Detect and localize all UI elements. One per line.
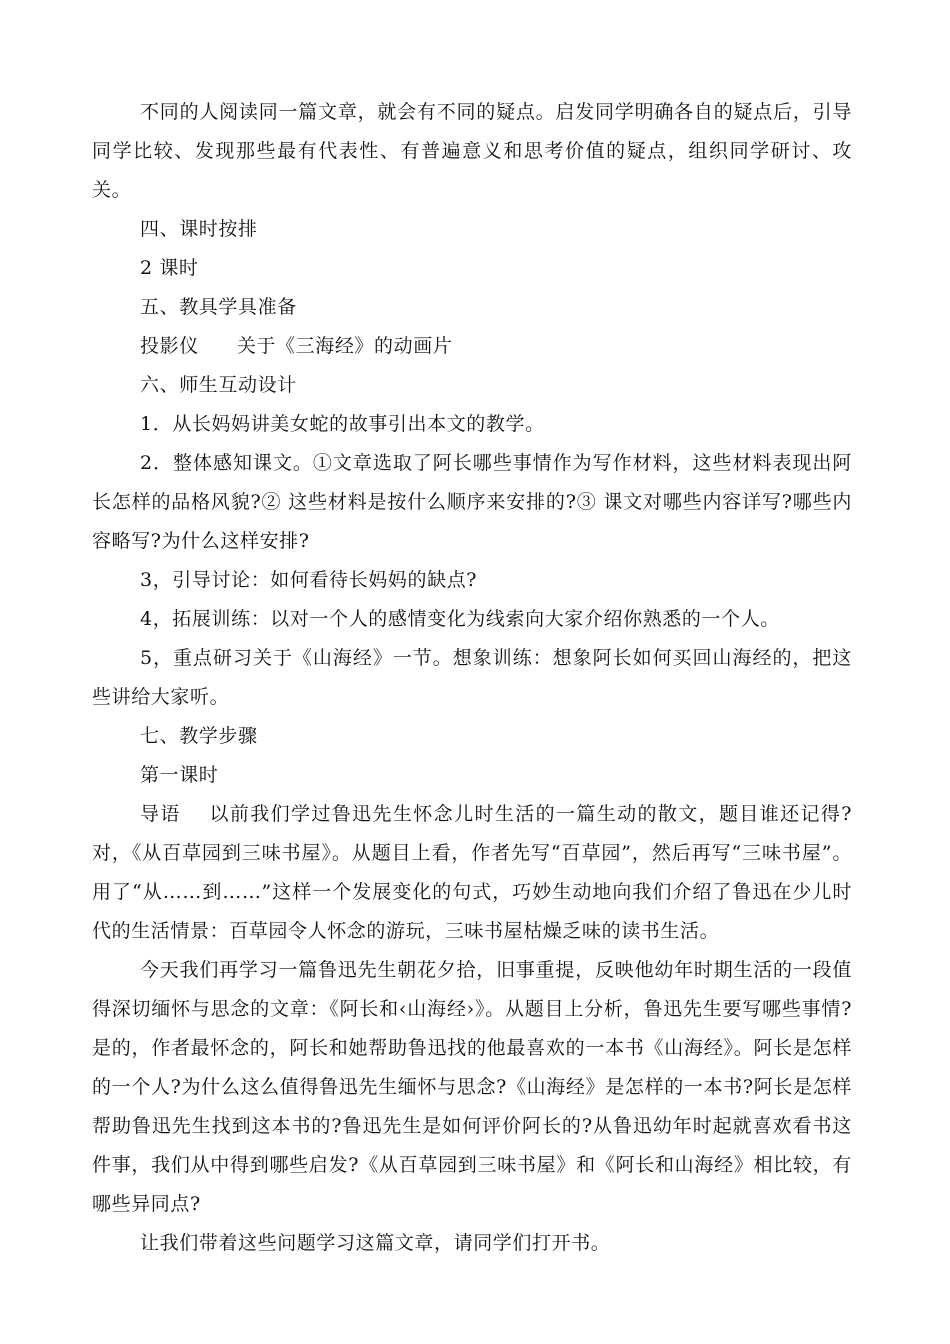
introduction-label: 导语 [140, 803, 181, 825]
list-item-1: 1．从长妈妈讲美女蛇的故事引出本文的教学。 [140, 413, 545, 435]
paragraph-introduction [92, 795, 852, 951]
aid-projector: 投影仪 [140, 335, 199, 357]
paragraph-open-book: 让我们带着这些问题学习这篇文章，请同学们打开书。 [140, 1232, 611, 1254]
list-item-2: 2．整体感知课文。①文章选取了阿长哪些事情作为写作材料，这些材料表现出阿长怎样的品格风貌?② 这些材料是按什么顺序来安排的?③ 课文对哪些内容详写?哪些内容略写?为什么这样安排? [92, 452, 852, 552]
document-body [92, 93, 852, 1263]
list-item-3: 3，引导讨论：如何看待长妈妈的缺点? [140, 569, 478, 591]
heading-class-hours: 四、课时按排 [140, 218, 258, 240]
heading-interaction-design: 六、师生互动设计 [140, 374, 297, 396]
list-item-4: 4，拓展训练：以对一个人的感情变化为线索向大家介绍你熟悉的一个人。 [140, 608, 780, 630]
introduction-text: 以前我们学过鲁迅先生怀念儿时生活的一篇生动的散文，题目谁还记得?对，《从百草园到三味书屋》。从题目上看，作者先写“百草园”，然后再写“三味书屋”。用了“从……到……”这样一个发展变化的句式，巧妙生动地向我们介绍了鲁迅在少儿时代的生活情景：百草园令人怀念的游玩，三味书屋枯燥乏味的读书生活。 [92, 803, 853, 942]
paragraph-teaching-aids [92, 327, 852, 366]
paragraph-class-hours-value: 2 课时 [140, 257, 199, 279]
list-item-5: 5，重点研习关于《山海经》一节。想象训练：想象阿长如何买回山海经的，把这些讲给大家听。 [92, 647, 852, 708]
aid-animation: 关于《三海经》的动画片 [236, 335, 453, 357]
paragraph-doubts: 不同的人阅读同一篇文章，就会有不同的疑点。启发同学明确各自的疑点后，引导同学比较、发现那些最有代表性、有普遍意义和思考价值的疑点，组织同学研讨、攻关。 [92, 101, 852, 201]
heading-first-lesson: 第一课时 [140, 764, 219, 786]
heading-teaching-steps: 七、教学步骤 [140, 725, 258, 747]
heading-teaching-aids: 五、教具学具准备 [140, 296, 297, 318]
paragraph-today: 今天我们再学习一篇鲁迅先生朝花夕拾，旧事重提，反映他幼年时期生活的一段值得深切缅怀与思念的文章：《阿长和‹山海经›》。从题目上分析，鲁迅先生要写哪些事情?是的，作者最怀念的，阿长和她帮助鲁迅找的他最喜欢的一本书《山海经》。阿长是怎样的一个人?为什么这么值得鲁迅先生缅怀与思念?《山海经》是怎样的一本书?阿长是怎样帮助鲁迅先生找到这本书的?鲁迅先生是如何评价阿长的?从鲁迅幼年时起就喜欢看书这件事，我们从中得到哪些启发?《从百草园到三味书屋》和《阿长和山海经》相比较，有哪些异同点? [92, 959, 852, 1215]
